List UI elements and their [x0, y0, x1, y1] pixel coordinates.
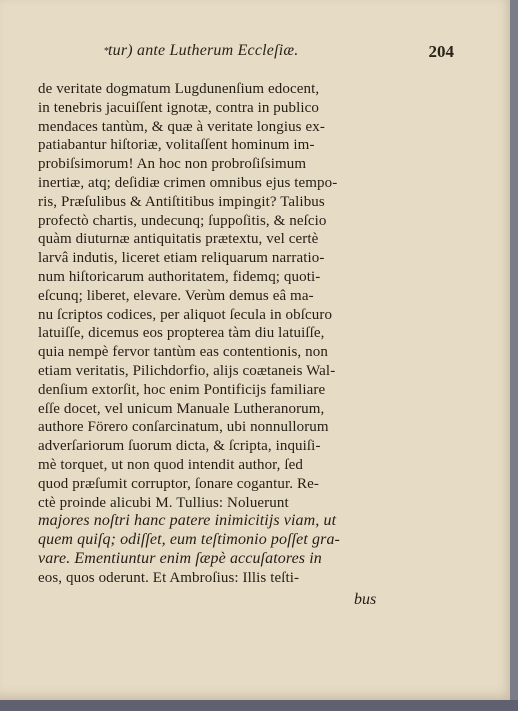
- text-line: larvâ indutis, liceret etiam reliquarum narratio-: [38, 250, 325, 267]
- signature-mark: *: [104, 46, 109, 57]
- text-line: num hiſtoricarum authoritatem, fidemq; quoti-: [38, 268, 321, 285]
- text-line: in tenebris jacuiſſent ignotæ, contra in publico: [38, 99, 319, 116]
- body-text: [38, 80, 390, 588]
- text-line: denſium extorſit, hoc enim Pontificijs familiare: [38, 381, 326, 398]
- text-line: adverſariorum ſuorum dicta, & ſcripta, inquiſi-: [38, 438, 321, 455]
- text-line: patiabantur hiſtoriæ, volitaſſent hominum im-: [38, 137, 315, 154]
- page-header: [64, 42, 454, 62]
- text-line: authore Förero conſarcinatum, ubi nonnullorum: [38, 419, 329, 436]
- catchword: bus: [354, 591, 377, 608]
- text-line: ctè proinde alicubi M. Tullius: Noluerunt: [38, 494, 289, 511]
- text-line: latuiſſe, dicemus eos propterea tàm diu latuiſſe,: [38, 325, 325, 342]
- text-line: etiam veritatis, Pilichdorfio, alijs coætaneis Wal-: [38, 362, 336, 379]
- text-line: inertiæ, atq; deſidiæ crimen omnibus ejus tempo-: [38, 174, 338, 191]
- text-line-italic: quem quiſq; odiſſet, eum teſtimonio poſſet gra-: [38, 531, 340, 549]
- text-line-italic: vare. Ementiuntur enim ſæpè accuſatores in: [38, 549, 322, 567]
- text-line: eſſe docet, vel unicum Manuale Lutheranorum,: [38, 400, 325, 417]
- text-line: probiſsimorum! An hoc non probroſiſsimum: [38, 156, 307, 173]
- text-line: mè torquet, ut non quod intendit author, ſed: [38, 456, 304, 473]
- page-edge-right: [510, 0, 518, 711]
- text-line: quod præſumit corruptor, ſonare cogantur. Re-: [38, 475, 319, 492]
- text-line: profectò chartis, undecunq; ſuppoſitis, & neſcio: [38, 212, 327, 229]
- text-line-italic: majores noſtri hanc patere inimicitijs viam, ut: [38, 512, 337, 530]
- text-line: nu ſcriptos codices, per aliquot ſecula in obſcuro: [38, 306, 333, 323]
- text-line: quàm diuturnæ antiquitatis prætextu, vel certè: [38, 231, 319, 248]
- page-number: 204: [428, 42, 454, 61]
- text-line: eſcunq; liberet, elevare. Verùm demus eâ ma-: [38, 287, 314, 304]
- text-line: ris, Præſulibus & Antiſtitibus impingit? Talibus: [38, 193, 325, 210]
- page-edge-bottom: [0, 700, 518, 711]
- text-line: eos, quos oderunt. Et Ambroſius: Illis teſti-: [38, 569, 300, 586]
- text-line: de veritate dogmatum Lugdunenſium edocent,: [38, 81, 320, 97]
- text-line: mendaces tantùm, & quæ à veritate longius ex-: [38, 118, 325, 135]
- text-line: quia nempè fervor tantùm eas contentionis, non: [38, 344, 328, 361]
- running-head: tur) ante Lutherum Eccleſiæ.: [108, 42, 299, 59]
